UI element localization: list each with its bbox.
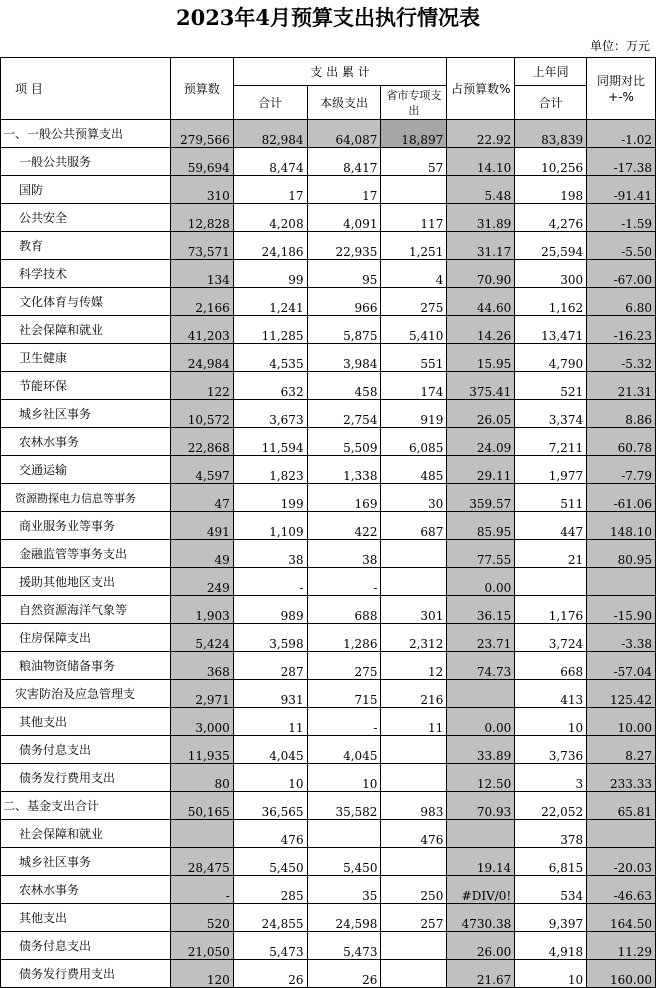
- budget-cell: 122: [170, 372, 233, 400]
- ratio-cell: 4730.38: [447, 904, 515, 932]
- table-row: [1, 596, 656, 624]
- local-cell: 169: [307, 484, 381, 512]
- total-cell: 24,855: [233, 904, 307, 932]
- table-row: [1, 484, 656, 512]
- local-cell: 688: [307, 596, 381, 624]
- unit-label: 单位：万元: [589, 39, 650, 53]
- total-cell: 4,208: [233, 204, 307, 232]
- yoy-cell: -17.38: [587, 148, 656, 176]
- ratio-cell: 15.95: [447, 344, 515, 372]
- last-year-cell: 9,397: [515, 904, 587, 932]
- budget-cell: 49: [170, 540, 233, 568]
- budget-cell: 12,828: [170, 204, 233, 232]
- special-cell: 301: [381, 596, 447, 624]
- last-year-cell: 7,211: [515, 428, 587, 456]
- budget-cell: -: [170, 876, 233, 904]
- table-row: [1, 400, 656, 428]
- ratio-cell: 33.89: [447, 736, 515, 764]
- special-cell: 12: [381, 652, 447, 680]
- row-name-cell: 教育: [1, 232, 171, 260]
- special-cell: 117: [381, 204, 447, 232]
- budget-cell: 249: [170, 568, 233, 596]
- row-name-cell: 一般公共服务: [1, 148, 171, 176]
- budget-cell: 5,424: [170, 624, 233, 652]
- ratio-cell: 359.57: [447, 484, 515, 512]
- table-row: [1, 652, 656, 680]
- ratio-cell: 31.17: [447, 232, 515, 260]
- ratio-cell: 0.00: [447, 568, 515, 596]
- row-name-cell: 城乡社区事务: [1, 400, 171, 428]
- row-name-cell: 农林水事务: [1, 428, 171, 456]
- last-year-cell: 4,276: [515, 204, 587, 232]
- budget-cell: 21,050: [170, 932, 233, 960]
- table-row: [1, 288, 656, 316]
- last-year-cell: 534: [515, 876, 587, 904]
- special-cell: 551: [381, 344, 447, 372]
- budget-cell: 73,571: [170, 232, 233, 260]
- table-row: [1, 344, 656, 372]
- yoy-cell: [587, 568, 656, 596]
- ratio-cell: 85.95: [447, 512, 515, 540]
- table-row: [1, 932, 656, 960]
- yoy-cell: 65.81: [587, 792, 656, 820]
- row-name-cell: 卫生健康: [1, 344, 171, 372]
- last-year-cell: 22,052: [515, 792, 587, 820]
- row-name-cell: 社会保障和就业: [1, 820, 171, 848]
- last-year-cell: 4,918: [515, 932, 587, 960]
- last-year-cell: 21: [515, 540, 587, 568]
- local-cell: 1,338: [307, 456, 381, 484]
- special-cell: 30: [381, 484, 447, 512]
- last-year-cell: 13,471: [515, 316, 587, 344]
- ratio-cell: [447, 820, 515, 848]
- yoy-cell: -1.02: [587, 120, 656, 148]
- last-year-cell: 10,256: [515, 148, 587, 176]
- last-year-cell: 1,977: [515, 456, 587, 484]
- budget-cell: 80: [170, 764, 233, 792]
- local-cell: 5,450: [307, 848, 381, 876]
- last-year-cell: 83,839: [515, 120, 587, 148]
- ratio-cell: 14.26: [447, 316, 515, 344]
- row-name-cell: 援助其他地区支出: [1, 568, 171, 596]
- yoy-cell: -5.50: [587, 232, 656, 260]
- table-row: [1, 512, 656, 540]
- table-row: [1, 848, 656, 876]
- row-name-cell: 灾害防治及应急管理支: [1, 680, 171, 708]
- local-cell: 38: [307, 540, 381, 568]
- special-cell: 216: [381, 680, 447, 708]
- total-cell: 989: [233, 596, 307, 624]
- budget-cell: 24,984: [170, 344, 233, 372]
- header-expend-group: 支 出 累 计: [233, 58, 447, 86]
- row-name-cell: 交通运输: [1, 456, 171, 484]
- header-budget: 预算数: [170, 58, 233, 120]
- ratio-cell: 19.14: [447, 848, 515, 876]
- total-cell: 8,474: [233, 148, 307, 176]
- special-cell: [381, 764, 447, 792]
- budget-cell: 491: [170, 512, 233, 540]
- local-cell: 715: [307, 680, 381, 708]
- row-name-cell: 国防: [1, 176, 171, 204]
- yoy-cell: 60.78: [587, 428, 656, 456]
- special-cell: 4: [381, 260, 447, 288]
- local-cell: 22,935: [307, 232, 381, 260]
- yoy-cell: 6.80: [587, 288, 656, 316]
- special-cell: 687: [381, 512, 447, 540]
- local-cell: 5,473: [307, 932, 381, 960]
- special-cell: 485: [381, 456, 447, 484]
- last-year-cell: 447: [515, 512, 587, 540]
- yoy-cell: 21.31: [587, 372, 656, 400]
- table-row: [1, 680, 656, 708]
- last-year-cell: 521: [515, 372, 587, 400]
- table-row: [1, 120, 656, 148]
- row-name-cell: 公共安全: [1, 204, 171, 232]
- special-cell: 983: [381, 792, 447, 820]
- last-year-cell: 300: [515, 260, 587, 288]
- total-cell: 199: [233, 484, 307, 512]
- last-year-cell: 3,724: [515, 624, 587, 652]
- yoy-cell: -5.32: [587, 344, 656, 372]
- last-year-cell: 413: [515, 680, 587, 708]
- table-row: [1, 204, 656, 232]
- ratio-cell: 5.48: [447, 176, 515, 204]
- local-cell: 26: [307, 960, 381, 988]
- table-row: [1, 316, 656, 344]
- header-local: 本级支出: [307, 86, 381, 120]
- budget-cell: 134: [170, 260, 233, 288]
- table-row: [1, 148, 656, 176]
- row-name-cell: 金融监管等事务支出: [1, 540, 171, 568]
- special-cell: 57: [381, 148, 447, 176]
- budget-cell: 3,000: [170, 708, 233, 736]
- ratio-cell: 31.89: [447, 204, 515, 232]
- budget-cell: 2,166: [170, 288, 233, 316]
- ratio-cell: 23.71: [447, 624, 515, 652]
- special-cell: 257: [381, 904, 447, 932]
- row-name-cell: 住房保障支出: [1, 624, 171, 652]
- budget-cell: 4,597: [170, 456, 233, 484]
- local-cell: 966: [307, 288, 381, 316]
- header-ratio: 占预算数%: [447, 58, 515, 120]
- local-cell: -: [307, 568, 381, 596]
- local-cell: 10: [307, 764, 381, 792]
- total-cell: 632: [233, 372, 307, 400]
- ratio-cell: 14.10: [447, 148, 515, 176]
- table-row: [1, 456, 656, 484]
- yoy-cell: 80.95: [587, 540, 656, 568]
- budget-cell: 11,935: [170, 736, 233, 764]
- row-name-cell: 一、一般公共预算支出: [1, 120, 171, 148]
- total-cell: 1,109: [233, 512, 307, 540]
- budget-cell: 1,903: [170, 596, 233, 624]
- row-name-cell: 其他支出: [1, 904, 171, 932]
- local-cell: 275: [307, 652, 381, 680]
- last-year-cell: 1,176: [515, 596, 587, 624]
- total-cell: 1,241: [233, 288, 307, 316]
- table-row: [1, 960, 656, 988]
- total-cell: 11: [233, 708, 307, 736]
- yoy-cell: 233.33: [587, 764, 656, 792]
- table-row: [1, 820, 656, 848]
- last-year-cell: 378: [515, 820, 587, 848]
- budget-cell: 10,572: [170, 400, 233, 428]
- last-year-cell: 668: [515, 652, 587, 680]
- budget-cell: 120: [170, 960, 233, 988]
- row-name-cell: 社会保障和就业: [1, 316, 171, 344]
- table-row: [1, 792, 656, 820]
- row-name-cell: 文化体育与传媒: [1, 288, 171, 316]
- ratio-cell: 0.00: [447, 708, 515, 736]
- total-cell: 38: [233, 540, 307, 568]
- special-cell: [381, 540, 447, 568]
- table-row: [1, 876, 656, 904]
- row-name-cell: 粮油物资储备事务: [1, 652, 171, 680]
- row-name-cell: 债务发行费用支出: [1, 960, 171, 988]
- table-row: [1, 736, 656, 764]
- row-name-cell: 城乡社区事务: [1, 848, 171, 876]
- special-cell: 919: [381, 400, 447, 428]
- total-cell: 5,473: [233, 932, 307, 960]
- last-year-cell: 10: [515, 708, 587, 736]
- last-year-cell: 3,736: [515, 736, 587, 764]
- last-year-cell: 6,815: [515, 848, 587, 876]
- table-row: [1, 904, 656, 932]
- table-row: [1, 176, 656, 204]
- row-name-cell: 债务付息支出: [1, 932, 171, 960]
- ratio-cell: [447, 680, 515, 708]
- ratio-cell: 21.67: [447, 960, 515, 988]
- ratio-cell: 375.41: [447, 372, 515, 400]
- special-cell: 275: [381, 288, 447, 316]
- ratio-cell: 29.11: [447, 456, 515, 484]
- local-cell: 24,598: [307, 904, 381, 932]
- yoy-cell: -46.63: [587, 876, 656, 904]
- budget-cell: 50,165: [170, 792, 233, 820]
- yoy-cell: 148.10: [587, 512, 656, 540]
- local-cell: 2,754: [307, 400, 381, 428]
- row-name-cell: 债务发行费用支出: [1, 764, 171, 792]
- special-cell: 174: [381, 372, 447, 400]
- special-cell: 250: [381, 876, 447, 904]
- row-name-cell: 资源勘探电力信息等事务: [1, 484, 171, 512]
- last-year-cell: 511: [515, 484, 587, 512]
- total-cell: 36,565: [233, 792, 307, 820]
- budget-cell: 279,566: [170, 120, 233, 148]
- header-yoy: 同期对比+-%: [587, 58, 656, 120]
- yoy-cell: 160.00: [587, 960, 656, 988]
- special-cell: 11: [381, 708, 447, 736]
- special-cell: [381, 932, 447, 960]
- budget-cell: 47: [170, 484, 233, 512]
- local-cell: 5,509: [307, 428, 381, 456]
- local-cell: 64,087: [307, 120, 381, 148]
- last-year-cell: [515, 568, 587, 596]
- row-name-cell: 科学技术: [1, 260, 171, 288]
- local-cell: [307, 820, 381, 848]
- special-cell: [381, 568, 447, 596]
- local-cell: 458: [307, 372, 381, 400]
- table-row: [1, 372, 656, 400]
- total-cell: 1,823: [233, 456, 307, 484]
- yoy-cell: -67.00: [587, 260, 656, 288]
- table-row: [1, 540, 656, 568]
- budget-cell: 22,868: [170, 428, 233, 456]
- total-cell: 17: [233, 176, 307, 204]
- ratio-cell: 36.15: [447, 596, 515, 624]
- budget-cell: 2,971: [170, 680, 233, 708]
- budget-cell: 28,475: [170, 848, 233, 876]
- yoy-cell: -61.06: [587, 484, 656, 512]
- last-year-cell: 25,594: [515, 232, 587, 260]
- local-cell: 3,984: [307, 344, 381, 372]
- yoy-cell: -3.38: [587, 624, 656, 652]
- yoy-cell: 164.50: [587, 904, 656, 932]
- local-cell: 8,417: [307, 148, 381, 176]
- ratio-cell: 26.00: [447, 932, 515, 960]
- special-cell: [381, 960, 447, 988]
- yoy-cell: -91.41: [587, 176, 656, 204]
- budget-table: [0, 57, 656, 988]
- last-year-cell: 10: [515, 960, 587, 988]
- yoy-cell: -20.03: [587, 848, 656, 876]
- ratio-cell: 77.55: [447, 540, 515, 568]
- ratio-cell: 74.73: [447, 652, 515, 680]
- table-row: [1, 428, 656, 456]
- row-name-cell: 二、基金支出合计: [1, 792, 171, 820]
- special-cell: [381, 848, 447, 876]
- local-cell: 4,091: [307, 204, 381, 232]
- report-title: 2023年4月预算支出执行情况表: [175, 5, 481, 30]
- total-cell: 3,673: [233, 400, 307, 428]
- local-cell: 35,582: [307, 792, 381, 820]
- yoy-cell: -1.59: [587, 204, 656, 232]
- special-cell: 476: [381, 820, 447, 848]
- row-name-cell: 节能环保: [1, 372, 171, 400]
- local-cell: 35: [307, 876, 381, 904]
- table-row: [1, 764, 656, 792]
- yoy-cell: [587, 820, 656, 848]
- total-cell: 4,045: [233, 736, 307, 764]
- table-row: [1, 260, 656, 288]
- header-total: 合计: [233, 86, 307, 120]
- total-cell: 24,186: [233, 232, 307, 260]
- total-cell: 99: [233, 260, 307, 288]
- total-cell: 285: [233, 876, 307, 904]
- row-name-cell: 其他支出: [1, 708, 171, 736]
- ratio-cell: 26.05: [447, 400, 515, 428]
- total-cell: 931: [233, 680, 307, 708]
- yoy-cell: -15.90: [587, 596, 656, 624]
- special-cell: 1,251: [381, 232, 447, 260]
- yoy-cell: -16.23: [587, 316, 656, 344]
- last-year-cell: 3: [515, 764, 587, 792]
- row-name-cell: 债务付息支出: [1, 736, 171, 764]
- total-cell: -: [233, 568, 307, 596]
- total-cell: 10: [233, 764, 307, 792]
- yoy-cell: 11.29: [587, 932, 656, 960]
- yoy-cell: 125.42: [587, 680, 656, 708]
- ratio-cell: 24.09: [447, 428, 515, 456]
- budget-cell: 59,694: [170, 148, 233, 176]
- row-name-cell: 自然资源海洋气象等: [1, 596, 171, 624]
- budget-cell: 368: [170, 652, 233, 680]
- header-special: 省市专项支出: [381, 86, 447, 120]
- total-cell: 476: [233, 820, 307, 848]
- yoy-cell: 10.00: [587, 708, 656, 736]
- ratio-cell: 22.92: [447, 120, 515, 148]
- row-name-cell: 商业服务业等事务: [1, 512, 171, 540]
- yoy-cell: 8.27: [587, 736, 656, 764]
- local-cell: 4,045: [307, 736, 381, 764]
- local-cell: 5,875: [307, 316, 381, 344]
- total-cell: 5,450: [233, 848, 307, 876]
- table-row: [1, 708, 656, 736]
- local-cell: 1,286: [307, 624, 381, 652]
- last-year-cell: 1,162: [515, 288, 587, 316]
- special-cell: 2,312: [381, 624, 447, 652]
- special-cell: 18,897: [381, 120, 447, 148]
- yoy-cell: -57.04: [587, 652, 656, 680]
- ratio-cell: 70.90: [447, 260, 515, 288]
- special-cell: [381, 736, 447, 764]
- total-cell: 82,984: [233, 120, 307, 148]
- budget-cell: [170, 820, 233, 848]
- total-cell: 287: [233, 652, 307, 680]
- table-row: [1, 232, 656, 260]
- ratio-cell: 12.50: [447, 764, 515, 792]
- local-cell: 422: [307, 512, 381, 540]
- budget-cell: 41,203: [170, 316, 233, 344]
- ratio-cell: 44.60: [447, 288, 515, 316]
- local-cell: 17: [307, 176, 381, 204]
- total-cell: 26: [233, 960, 307, 988]
- header-item: 项 目: [1, 58, 171, 120]
- total-cell: 11,594: [233, 428, 307, 456]
- local-cell: 95: [307, 260, 381, 288]
- last-year-cell: 198: [515, 176, 587, 204]
- ratio-cell: 70.93: [447, 792, 515, 820]
- total-cell: 11,285: [233, 316, 307, 344]
- last-year-cell: 3,374: [515, 400, 587, 428]
- header-last-year-total: 合计: [515, 86, 587, 120]
- yoy-cell: -7.79: [587, 456, 656, 484]
- total-cell: 3,598: [233, 624, 307, 652]
- ratio-cell: #DIV/0!: [447, 876, 515, 904]
- special-cell: [381, 176, 447, 204]
- budget-cell: 520: [170, 904, 233, 932]
- special-cell: 5,410: [381, 316, 447, 344]
- row-name-cell: 农林水事务: [1, 876, 171, 904]
- header-last-year-group: 上年同: [515, 58, 587, 86]
- last-year-cell: 4,790: [515, 344, 587, 372]
- local-cell: -: [307, 708, 381, 736]
- total-cell: 4,535: [233, 344, 307, 372]
- yoy-cell: 8.86: [587, 400, 656, 428]
- budget-cell: 310: [170, 176, 233, 204]
- table-row: [1, 568, 656, 596]
- table-row: [1, 624, 656, 652]
- special-cell: 6,085: [381, 428, 447, 456]
